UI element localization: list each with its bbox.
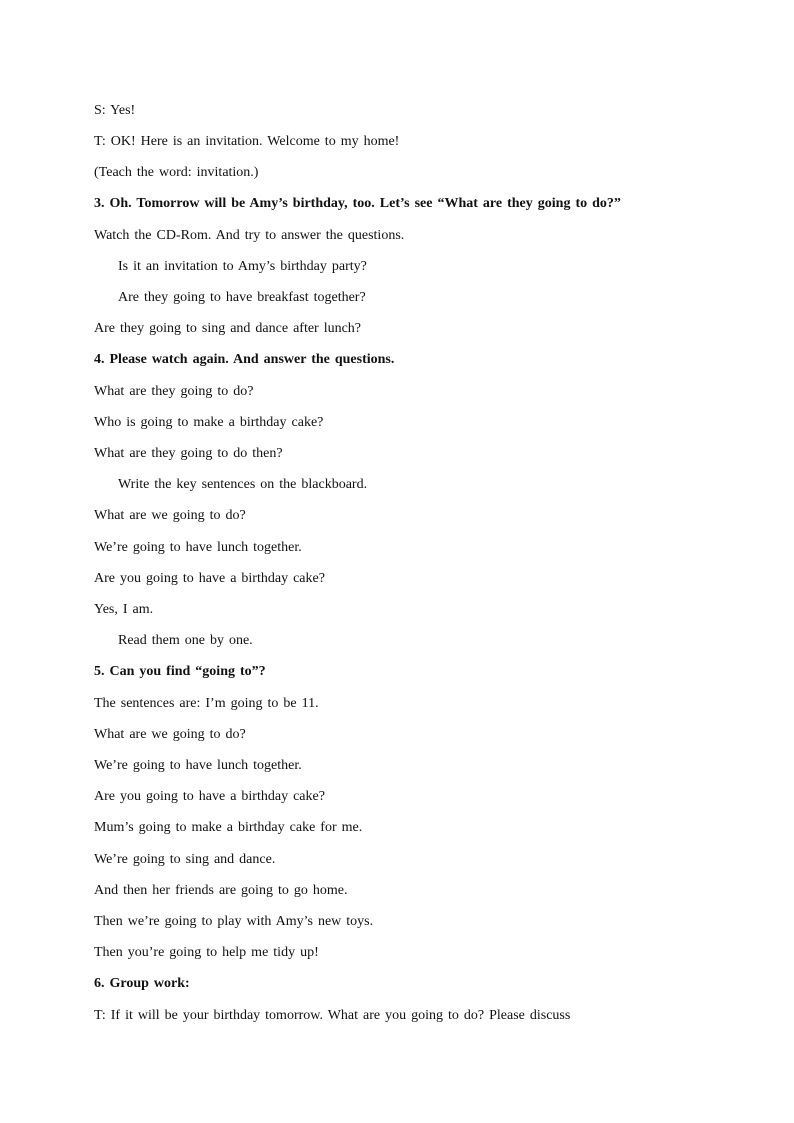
- text-line: What are we going to do?: [94, 727, 246, 742]
- section-heading-5: 5. Can you find “going to”?: [94, 664, 266, 679]
- text-line: Are they going to have breakfast together?: [118, 290, 366, 305]
- text-line: Then we’re going to play with Amy’s new toys.: [94, 914, 374, 929]
- text-line: Are you going to have a birthday cake?: [94, 571, 325, 586]
- text-line: What are they going to do?: [94, 384, 254, 399]
- section-heading-6: 6. Group work:: [94, 976, 190, 991]
- text-line: What are we going to do?: [94, 508, 246, 523]
- text-line: Read them one by one.: [118, 633, 253, 648]
- text-line: Yes, I am.: [94, 602, 154, 617]
- text-line: What are they going to do then?: [94, 446, 283, 461]
- text-line: We’re going to have lunch together.: [94, 540, 302, 555]
- text-line: And then her friends are going to go home.: [94, 883, 348, 898]
- text-line: Then you’re going to help me tidy up!: [94, 945, 319, 960]
- text-line: Write the key sentences on the blackboard.: [118, 477, 368, 492]
- text-line: T: If it will be your birthday tomorrow. What are you going to do? Please discuss: [94, 1008, 571, 1023]
- text-line: The sentences are: I’m going to be 11.: [94, 696, 319, 711]
- text-line: We’re going to have lunch together.: [94, 758, 302, 773]
- text-line: S: Yes!: [94, 103, 136, 118]
- text-line: Who is going to make a birthday cake?: [94, 415, 324, 430]
- text-line: Watch the CD-Rom. And try to answer the questions.: [94, 228, 405, 243]
- text-line: Are they going to sing and dance after lunch?: [94, 321, 362, 336]
- text-line: (Teach the word: invitation.): [94, 165, 259, 180]
- text-line: T: OK! Here is an invitation. Welcome to my home!: [94, 134, 400, 149]
- text-line: Are you going to have a birthday cake?: [94, 789, 325, 804]
- section-heading-4: 4. Please watch again. And answer the questions.: [94, 352, 395, 367]
- text-line: Mum’s going to make a birthday cake for me.: [94, 820, 363, 835]
- text-line: Is it an invitation to Amy’s birthday party?: [118, 259, 367, 274]
- text-line: We’re going to sing and dance.: [94, 852, 276, 867]
- section-heading-3: 3. Oh. Tomorrow will be Amy’s birthday, too. Let’s see “What are they going to do?”: [94, 196, 621, 211]
